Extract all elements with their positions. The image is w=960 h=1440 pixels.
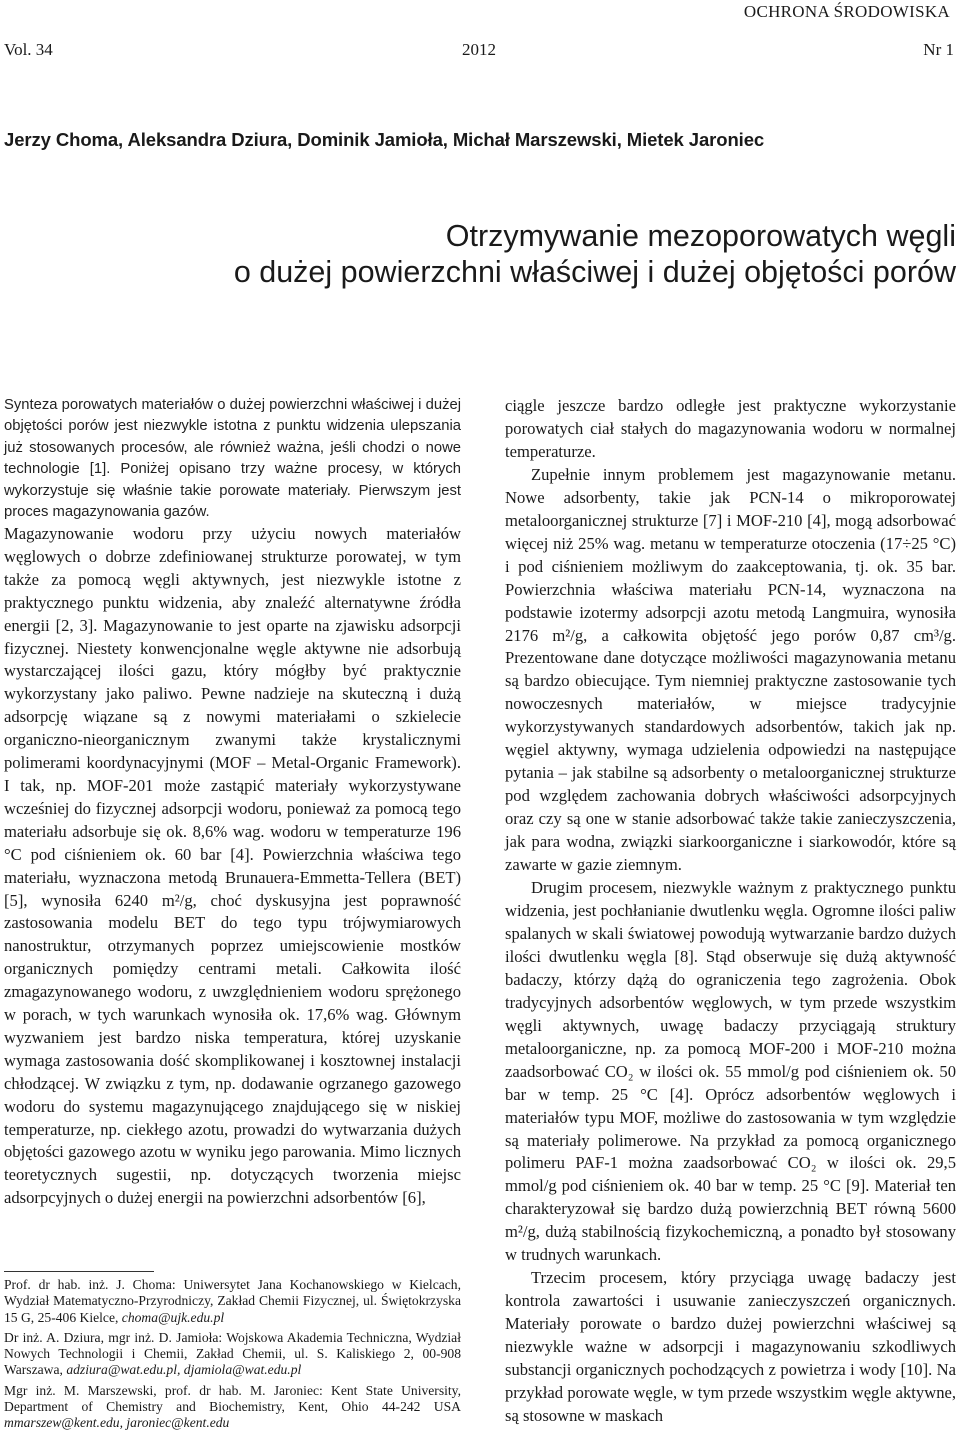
title-line-2: o dużej powierzchni właściwej i dużej objętości porów xyxy=(233,255,956,289)
footnote-marszewski-text: Mgr inż. M. Marszewski, prof. dr hab. M. Jaroniec: Kent State University, Department of Chemistry and Biochemistry, Kent, Ohio 44-242 USA xyxy=(4,1382,461,1415)
footnote-dziura-email: adziura@wat.edu.pl, djamiola@wat.edu.pl xyxy=(66,1362,302,1378)
right-paragraph-4: Trzecim procesem, który przyciąga uwagę badaczy jest kontrola zawartości i usuwanie zanieczyszczeń organicznych. Materiały porowate o bardzo dużej powierzchni właściwej są niezwykle ważne w adsorpcji i magazynowaniu szkodliwych substancji organicznych pochodzących z powietrza i wody [10]. Na przykład porowate węgle, w tym przede wszystkim węgle aktywne, są stosowne w maskach xyxy=(505,1268,956,1425)
issue-number-label: Nr 1 xyxy=(923,40,954,59)
footnote-choma xyxy=(4,1277,461,1326)
right-paragraph-2: Zupełnie innym problemem jest magazynowanie metanu. Nowe adsorbenty, takie jak PCN-14 o mikroporowatej metaloorganicznej strukturze [7] i MOF-210 [4], mogą adsorbować więcej niż 25% wag. metanu w temperaturze otoczenia (17÷25 °C) i pod ciśnieniem możliwym do zaakceptowania, tj. ok. 35 bar. Powierzchnia właściwa materiału PCN-14, wyznaczona na podstawie izotermy adsorpcji azotu metodą Langmuira, wynosiła 2176 m²/g, a całkowita objętość jego porów 0,87 cm³/g. Prezentowane dane dotyczące możliwości magazynowania metanu są bardzo obiecujące. Tym niemniej praktyczne zastosowanie tych nowoczesnych materiałów, w miejsce tradycyjnie wykorzystywanych standardowych adsorbentów, takich jak np. węgiel aktywny, wymaga udzielenia odpowiedzi na następujące pytania – jak stabilne są adsorbenty o metaloorganicznej strukturze pod względem zachowania dobrych właściwości adsorpcyjnych oraz czy są one w stanie adsorbować także takie zanieczyszczenia, jak para wodna, związki siarkoorganiczne i siarkowodór, które są zawarte w gazie ziemnym. xyxy=(505,464,956,875)
journal-name: OCHRONA ŚRODOWISKA xyxy=(743,2,950,21)
year-label: 2012 xyxy=(462,40,496,59)
footnote-marszewski-jaroniec xyxy=(4,1383,461,1432)
right-paragraph-3: Drugim procesem, niezwykle ważnym z praktycznego punktu widzenia, jest pochłanianie dwutlenku węgla. Ogromne ilości paliw spalanych w skali światowej powodują wytwarzanie bardzo dużych ilości dwutlenku węgla [8]. Stąd obserwuje się dużą aktywność badaczy, którzy dążą do ograniczenia tego zagrożenia. Obok tradycyjnych adsorbentów węglowych, w tym przede wszystkim węgli aktywnych, uwagę badaczy przyciągają struktury metaloorganiczne, np. za pomocą MOF-200 i MOF-210 można zaadsorbować CO₂ w ilości ok. 55 mmol/g pod ciśnieniem ok. 50 bar w temp. 25 °C [4]. Oprócz adsorbentów węglowych i materiałów typu MOF, możliwe do zastosowania w tym względzie są materiały polimerowe. Na przykład za pomocą organicznego polimeru PAF-1 można zaadsorbować CO₂ w ilości ok. 29,5 mmol/g pod ciśnieniem ok. 40 bar w temp. 25 °C [9]. Materiał ten charakteryzował się bardzo dużą powierzchnią BET równą 5600 m²/g, dużą stabilnością fizykochemiczną, a ponadto był stosowany w trudnych warunkach. xyxy=(505,878,956,1265)
left-column xyxy=(4,523,461,1210)
author-footnotes xyxy=(4,1277,461,1436)
left-body-paragraph: Magazynowanie wodoru przy użyciu nowych materiałów węglowych o dobrze zdefiniowanej strukturze porowatej, w tym także za pomocą węgli aktywnych, jest niezwykle istotne z praktycznego punktu widzenia, aby znaleźć alternatywne źródła energii [2, 3]. Magazynowanie to jest oparte na zjawisku adsorpcji fizycznej. Niestety konwencjonalne węgle aktywne nie adsorbują wystarczającej ilości gazu, który mógłby być praktycznie wykorzystany jako paliwo. Pewne nadzieje na skuteczną i dużą adsorpcję wiązane są z nowymi materiałami o szkielecie organiczno-nieorganicznym zwanymi także krystalicznymi polimerami koordynacyjnymi (MOF – Metal-Organic Framework). I tak, np. MOF-201 może zastąpić materiały wykorzystywane wcześniej do fizycznej adsorpcji wodoru, ponieważ za pomocą tego materiału adsorbuje się ok. 8,6% wag. wodoru w temperaturze 196 °C pod ciśnieniem ok. 60 bar [4]. Powierzchnia właściwa tego materiału, wyznaczona metodą Brunauera-Emmetta-Tellera (BET) [5], wynosiła 6240 m²/g, choć dyskusyjna jest poprawność zastosowania modelu BET do tego typu trójwymiarowych nanostruktur, otrzymanych poprzez umiejscowienie mostków organicznych pomiędzy centrami metali. Całkowita ilość zmagazynowanego wodoru, z uwzględnieniem wodoru sprężonego w porach, w tych warunkach wynosiła ok. 17,6% wag. Głównym wyzwaniem jest bardzo niska temperatura, której uzyskanie wymaga zastosowania dość skomplikowanej i kosztownej instalacji chłodzącej. W związku z tym, np. dodawanie ogrzanego gazowego wodoru do systemu magazynującego znajdującego się w niskiej temperaturze, np. ciekłego azotu, prowadzi do wytwarzania dużych objętości gazowego azotu w wyniku jego parowania. Mimo licznych teoretycznych sugestii, np. dotyczących tworzenia miejsc adsorpcyjnych o dużej energii na powierzchni adsorbentów [6], xyxy=(4,524,461,1208)
footnote-marszewski-email: mmarszew@kent.edu, jaroniec@kent.edu xyxy=(4,1415,230,1431)
issue-line xyxy=(4,40,954,62)
volume-label: Vol. 34 xyxy=(4,40,53,59)
footnote-dziura-jamiola xyxy=(4,1330,461,1379)
footnote-choma-email: choma@ujk.edu.pl xyxy=(121,1309,225,1325)
title-line-1: Otrzymywanie mezoporowatych węgli xyxy=(445,219,956,253)
article-title xyxy=(234,218,956,290)
right-column xyxy=(505,395,956,1428)
authors: Jerzy Choma, Aleksandra Dziura, Dominik Jamioła, Michał Marszewski, Mietek Jaroniec xyxy=(4,129,765,150)
right-paragraph-1: ciągle jeszcze bardzo odległe jest praktyczne wykorzystanie porowatych ciał stałych do magazynowania wodoru w normalnej temperaturze. xyxy=(505,396,956,461)
footnote-choma-text: Prof. dr hab. inż. J. Choma: Uniwersytet Jana Kochanowskiego w Kielcach, Wydział Matematyczno-Przyrodniczy, Zakład Chemii Fizycznej, ul. Świętokrzyska 15 G, 25-406 Kielce, xyxy=(4,1277,461,1325)
abstract: Synteza porowatych materiałów o dużej powierzchni właściwej i dużej objętości porów jest niezwykle istotna z punktu widzenia ulepszania już stosowanych procesów, ale również ważna, jeśli chodzi o nowe technologie [1]. Poniżej opisano trzy ważne procesy, w których wykorzystuje się właśnie takie porowate materiały. Pierwszym jest proces magazynowania gazów. xyxy=(4,397,461,521)
footnote-dziura-text: Dr inż. A. Dziura, mgr inż. D. Jamioła: Wojskowa Akademia Techniczna, Wydział Nowych Technologii i Chemii, Zakład Chemii, ul. S. Kaliskiego 2, 00-908 Warszawa, xyxy=(4,1329,461,1378)
footnote-divider xyxy=(4,1271,154,1272)
